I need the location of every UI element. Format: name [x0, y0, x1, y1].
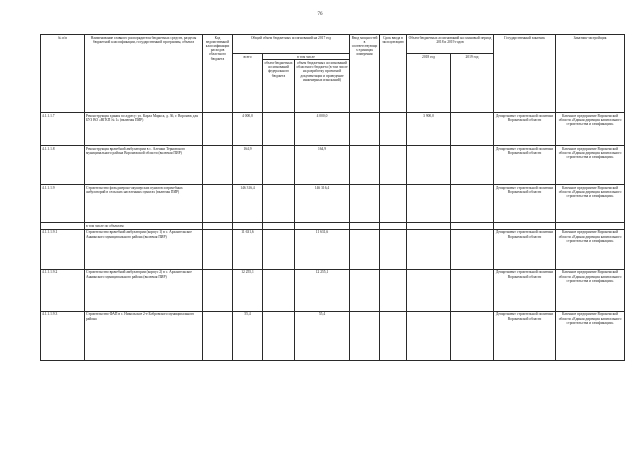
row-customer: Департамент строительной политики Воронежской области [494, 311, 556, 360]
row-regional: 146 316,4 [295, 185, 350, 223]
including-label: в том числе по объектам: [85, 223, 203, 229]
row-2018 [407, 185, 451, 223]
row-capacity [350, 269, 380, 311]
row-federal [263, 185, 295, 223]
row-code [203, 269, 233, 311]
row-capacity [350, 229, 380, 269]
row-2018 [407, 146, 451, 185]
row-code [203, 185, 233, 223]
row-deadline [380, 185, 407, 223]
header-total-all: всего [233, 54, 263, 113]
row-2019 [451, 311, 494, 360]
header-federal: объем бюджетных ассигнований федерального бюджета [263, 60, 295, 113]
header-including: в том числе [263, 54, 350, 60]
row-2019 [451, 229, 494, 269]
row-2018 [407, 229, 451, 269]
table-body [41, 113, 625, 360]
row-customer: Департамент строительной политики Воронежской области [494, 229, 556, 269]
row-regional: 4 000,0 [295, 113, 350, 146]
row-2018 [407, 311, 451, 360]
header-developer: Заказчик-застройщик [556, 35, 625, 113]
row-code [203, 146, 233, 185]
row-customer: Департамент строительной политики Воронежской области [494, 269, 556, 311]
row-federal [263, 229, 295, 269]
row-capacity [350, 113, 380, 146]
row-regional: 55,4 [295, 311, 350, 360]
table-row [41, 146, 625, 185]
header-code: Код ведомственной классификации расходов областного бюджета [203, 35, 233, 113]
table-row [41, 229, 625, 269]
row-name: Строительство врачебной амбулатории (корпус 2) в с. Архангельское Аннинского муниципального района (включая ПИР) [85, 269, 203, 311]
row-developer: Казенное предприятие Воронежской области «Единая дирекция капитального строительства и газификации» [556, 269, 625, 311]
page-number: 76 [317, 12, 323, 17]
row-regional: 12 255,1 [295, 269, 350, 311]
header-2018: 2018 год [407, 54, 451, 113]
row-customer: Департамент строительной политики Воронежской области [494, 146, 556, 185]
header-name: Наименование главного распорядителя бюджетных средств, разделы бюджетной классификации, государственной программы, объекта [85, 35, 203, 113]
row-capacity [350, 146, 380, 185]
row-num: 4.1.1.1.8 [41, 146, 85, 185]
row-2018: 3 900,0 [407, 113, 451, 146]
row-federal [263, 146, 295, 185]
table-row [41, 113, 625, 146]
table-row [41, 269, 625, 311]
row-developer: Казенное предприятие Воронежской области «Единая дирекция капитального строительства и газификации» [556, 113, 625, 146]
row-deadline [380, 113, 407, 146]
row-2019 [451, 146, 494, 185]
row-total: 4 000,0 [233, 113, 263, 146]
row-name: Строительство фельдшерско-акушерских пунктов и врачебных амбулаторий в сельских населенных пунктах (включая ПИР) [85, 185, 203, 223]
header-num: № п/п [41, 35, 85, 113]
row-customer: Департамент строительной политики Воронежской области [494, 113, 556, 146]
row-name: Строительство врачебной амбулатории (корпус 1) в с. Архангельское Аннинского муниципального района (включая ПИР) [85, 229, 203, 269]
row-deadline [380, 229, 407, 269]
row-code [203, 113, 233, 146]
row-name: Строительство ФАП в с. Никольское 2-е Бобровского муниципального района [85, 311, 203, 360]
row-num: 4.1.1.1.9.1 [41, 229, 85, 269]
row-total: 146 316,4 [233, 185, 263, 223]
row-customer: Департамент строительной политики Воронежской области [494, 185, 556, 223]
row-developer: Казенное предприятие Воронежской области «Единая дирекция капитального строительства и газификации» [556, 311, 625, 360]
row-deadline [380, 269, 407, 311]
header-2019: 2019 год [451, 54, 494, 113]
row-code [203, 229, 233, 269]
row-2018 [407, 269, 451, 311]
table-row [41, 311, 625, 360]
header-deadline: Срок ввода в эксплуатацию [380, 35, 407, 113]
row-2019 [451, 113, 494, 146]
row-2019 [451, 269, 494, 311]
header-capacity: Ввод мощностей в соответствующих единицах измерения [350, 35, 380, 113]
header-plan-period: Объем бюджетных ассигнований на плановый период 2018 и 2019 годов [407, 35, 494, 54]
row-total: 164,9 [233, 146, 263, 185]
row-regional: 11 631,6 [295, 229, 350, 269]
row-num: 4.1.1.1.7 [41, 113, 85, 146]
row-num: 4.1.1.1.9 [41, 185, 85, 223]
row-federal [263, 269, 295, 311]
row-2019 [451, 185, 494, 223]
row-num: 4.1.1.1.9.3 [41, 311, 85, 360]
row-total: 11 631,6 [233, 229, 263, 269]
row-capacity [350, 185, 380, 223]
row-name: Реконструкция врачебной амбулатории в с. Алешки Терновского муниципального района Воронежской области (включая ПИР) [85, 146, 203, 185]
row-deadline [380, 311, 407, 360]
row-code [203, 311, 233, 360]
table-row [41, 185, 625, 223]
header-total-2017: Общий объем бюджетных ассигнований на 2017 год [233, 35, 350, 54]
row-developer: Казенное предприятие Воронежской области «Единая дирекция капитального строительства и газификации» [556, 185, 625, 223]
row-total: 12 255,1 [233, 269, 263, 311]
row-capacity [350, 311, 380, 360]
row-federal [263, 113, 295, 146]
row-regional: 164,9 [295, 146, 350, 185]
row-federal [263, 311, 295, 360]
row-total: 55,4 [233, 311, 263, 360]
row-num: 4.1.1.1.9.2 [41, 269, 85, 311]
table-header [41, 35, 625, 113]
row-deadline [380, 146, 407, 185]
row-developer: Казенное предприятие Воронежской области «Единая дирекция капитального строительства и газификации» [556, 146, 625, 185]
header-customer: Государственный заказчик [494, 35, 556, 113]
row-name: Реконструкция здания по адресу: ул. Карла Маркса, д. 36, г. Воронеж для БУЗ ВО «ВГКП № 1» (включая ПИР) [85, 113, 203, 146]
row-developer: Казенное предприятие Воронежской области «Единая дирекция капитального строительства и газификации» [556, 229, 625, 269]
budget-table [40, 34, 625, 361]
header-regional: объем бюджетных ассигнований областного бюджета (в том числе на разработку проектной документации и проведение инженерных изысканий) [295, 60, 350, 113]
